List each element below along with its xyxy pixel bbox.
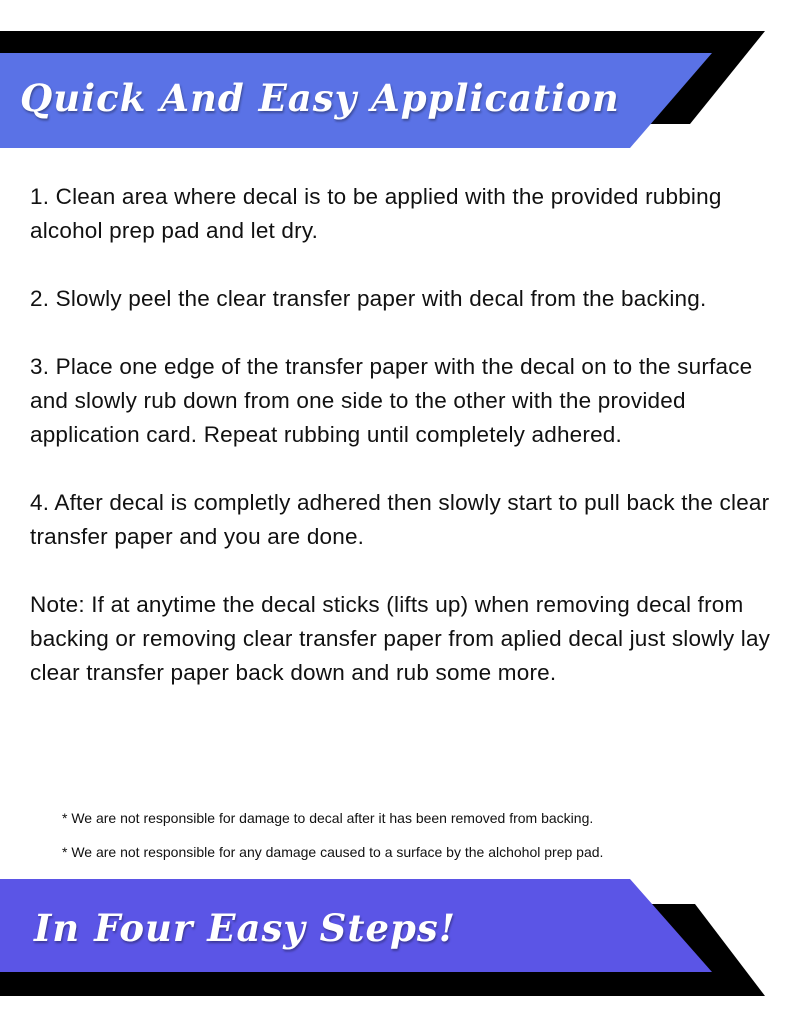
footer-banner <box>0 876 794 1001</box>
step-1: 1. Clean area where decal is to be applied with the provided rubbing alcohol prep pad and let dry. <box>30 184 722 243</box>
page-title: Quick And Easy Application <box>20 76 620 120</box>
note-text: Note: If at anytime the decal sticks (lifts up) when removing decal from backing or removing clear transfer paper from aplied decal just slowly lay clear transfer paper back down and rub some more. <box>30 592 771 685</box>
step-4: 4. After decal is completly adhered then slowly start to pull back the clear transfer paper and you are done. <box>30 490 770 549</box>
instructions <box>30 180 775 724</box>
step-2: 2. Slowly peel the clear transfer paper with decal from the backing. <box>30 286 707 311</box>
disclaimer-damage-decal: * We are not responsible for damage to decal after it has been removed from backing. <box>62 810 594 826</box>
step-3: 3. Place one edge of the transfer paper with the decal on to the surface and slowly rub down from one side to the other with the provided application card. Repeat rubbing until completely adhered. <box>30 354 753 447</box>
header-banner <box>0 28 794 153</box>
footer-title: In Four Easy Steps! <box>34 906 456 950</box>
disclaimer-damage-surface: * We are not responsible for any damage caused to a surface by the alchohol prep pad. <box>62 844 604 860</box>
disclaimers <box>62 810 782 878</box>
